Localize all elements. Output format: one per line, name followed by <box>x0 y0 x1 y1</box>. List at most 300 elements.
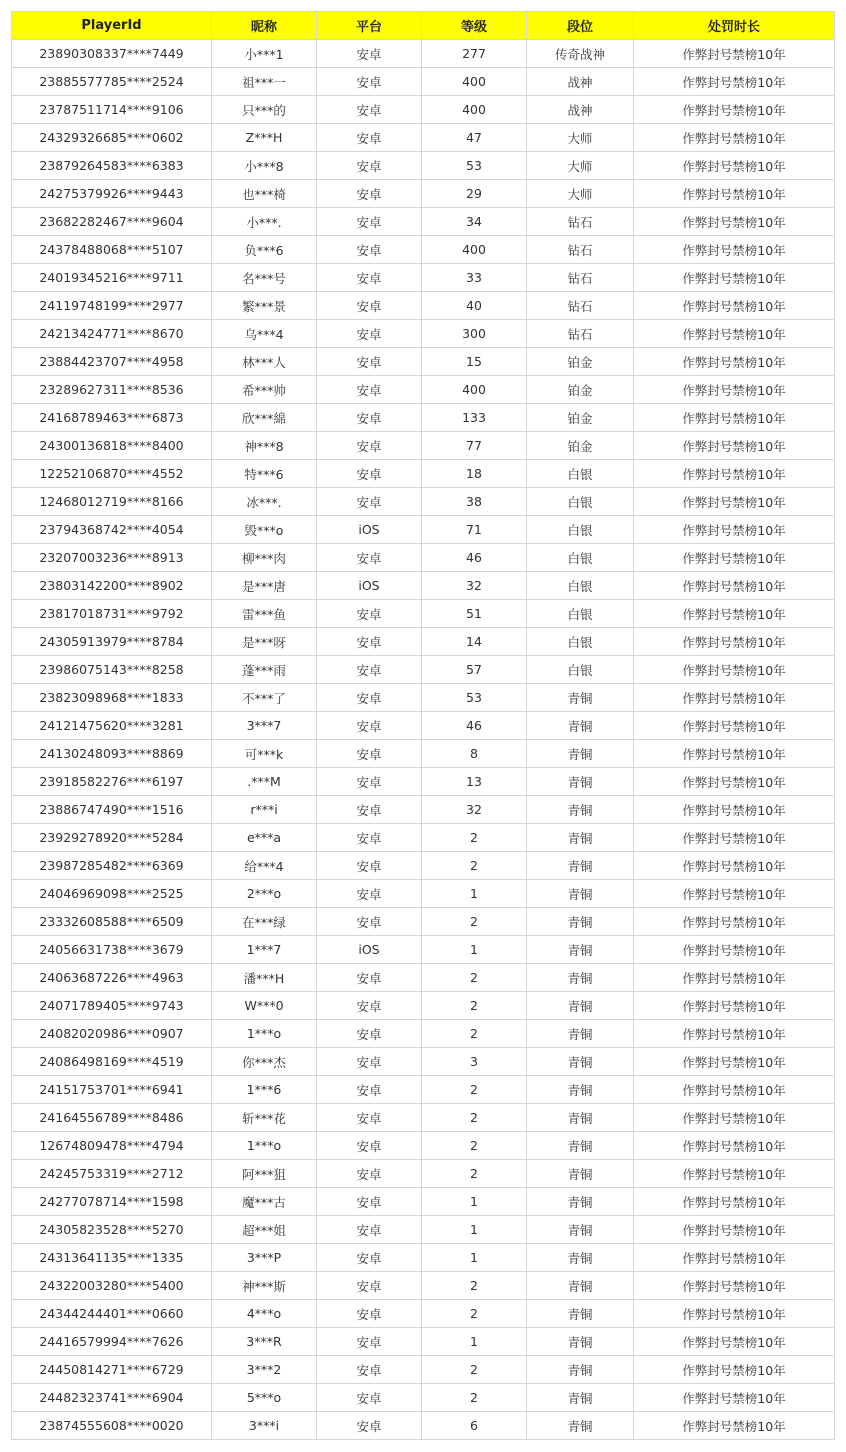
player-id-cell: 23987285482****6369 <box>12 852 212 880</box>
platform-cell: 安卓 <box>317 96 422 124</box>
table-row <box>12 628 835 656</box>
nickname-cell: 超***姐 <box>212 1216 317 1244</box>
player-id-cell: 23803142200****8902 <box>12 572 212 600</box>
penalty-cell: 作弊封号禁榜10年 <box>634 628 835 656</box>
table-row <box>12 1244 835 1272</box>
penalty-cell: 作弊封号禁榜10年 <box>634 768 835 796</box>
level-cell: 57 <box>422 656 527 684</box>
table-row <box>12 740 835 768</box>
penalty-cell: 作弊封号禁榜10年 <box>634 1328 835 1356</box>
penalty-cell: 作弊封号禁榜10年 <box>634 796 835 824</box>
player-id-cell: 24277078714****1598 <box>12 1188 212 1216</box>
penalty-cell: 作弊封号禁榜10年 <box>634 1272 835 1300</box>
nickname-cell: 给***4 <box>212 852 317 880</box>
level-cell: 46 <box>422 544 527 572</box>
nickname-cell: 4***o <box>212 1300 317 1328</box>
penalty-cell: 作弊封号禁榜10年 <box>634 544 835 572</box>
penalty-cell: 作弊封号禁榜10年 <box>634 68 835 96</box>
table-row <box>12 1048 835 1076</box>
nickname-cell: 也***椅 <box>212 180 317 208</box>
platform-cell: 安卓 <box>317 348 422 376</box>
nickname-cell: 你***杰 <box>212 1048 317 1076</box>
penalty-cell: 作弊封号禁榜10年 <box>634 740 835 768</box>
penalty-cell: 作弊封号禁榜10年 <box>634 1244 835 1272</box>
rank-cell: 铂金 <box>527 348 634 376</box>
table-row <box>12 1020 835 1048</box>
table-row <box>12 600 835 628</box>
penalty-cell: 作弊封号禁榜10年 <box>634 180 835 208</box>
table-row <box>12 880 835 908</box>
level-cell: 400 <box>422 376 527 404</box>
penalty-cell: 作弊封号禁榜10年 <box>634 572 835 600</box>
penalty-cell: 作弊封号禁榜10年 <box>634 292 835 320</box>
platform-cell: 安卓 <box>317 1104 422 1132</box>
level-cell: 53 <box>422 152 527 180</box>
penalty-cell: 作弊封号禁榜10年 <box>634 1076 835 1104</box>
platform-cell: iOS <box>317 936 422 964</box>
penalty-cell: 作弊封号禁榜10年 <box>634 1104 835 1132</box>
player-id-cell: 24121475620****3281 <box>12 712 212 740</box>
table-row <box>12 1160 835 1188</box>
player-id-cell: 23794368742****4054 <box>12 516 212 544</box>
player-id-cell: 24063687226****4963 <box>12 964 212 992</box>
level-cell: 6 <box>422 1412 527 1440</box>
platform-cell: 安卓 <box>317 1188 422 1216</box>
platform-cell: 安卓 <box>317 684 422 712</box>
table-row <box>12 1272 835 1300</box>
nickname-cell: 3***i <box>212 1412 317 1440</box>
penalty-cell: 作弊封号禁榜10年 <box>634 1020 835 1048</box>
platform-cell: 安卓 <box>317 1216 422 1244</box>
platform-cell: 安卓 <box>317 740 422 768</box>
level-cell: 2 <box>422 824 527 852</box>
nickname-cell: 神***斯 <box>212 1272 317 1300</box>
table-row <box>12 208 835 236</box>
nickname-cell: 3***R <box>212 1328 317 1356</box>
platform-cell: 安卓 <box>317 544 422 572</box>
player-id-cell: 23879264583****6383 <box>12 152 212 180</box>
nickname-cell: 3***7 <box>212 712 317 740</box>
level-cell: 47 <box>422 124 527 152</box>
ban-list-table <box>11 11 835 1440</box>
table-row <box>12 68 835 96</box>
rank-cell: 青铜 <box>527 1412 634 1440</box>
penalty-cell: 作弊封号禁榜10年 <box>634 152 835 180</box>
nickname-cell: 希***帅 <box>212 376 317 404</box>
nickname-cell: 小***. <box>212 208 317 236</box>
nickname-cell: 是***唐 <box>212 572 317 600</box>
player-id-cell: 24344244401****0660 <box>12 1300 212 1328</box>
platform-cell: 安卓 <box>317 264 422 292</box>
level-cell: 33 <box>422 264 527 292</box>
level-cell: 2 <box>422 992 527 1020</box>
player-id-cell: 24151753701****6941 <box>12 1076 212 1104</box>
player-id-cell: 23918582276****6197 <box>12 768 212 796</box>
player-id-cell: 24322003280****5400 <box>12 1272 212 1300</box>
table-row <box>12 152 835 180</box>
column-header-nickname: 昵称 <box>212 12 317 40</box>
nickname-cell: 柳***肉 <box>212 544 317 572</box>
table-row <box>12 712 835 740</box>
level-cell: 300 <box>422 320 527 348</box>
nickname-cell: 潘***H <box>212 964 317 992</box>
player-id-cell: 23929278920****5284 <box>12 824 212 852</box>
player-id-cell: 23682282467****9604 <box>12 208 212 236</box>
level-cell: 38 <box>422 488 527 516</box>
level-cell: 2 <box>422 1384 527 1412</box>
platform-cell: 安卓 <box>317 432 422 460</box>
rank-cell: 青铜 <box>527 1076 634 1104</box>
column-header-penalty: 处罚时长 <box>634 12 835 40</box>
rank-cell: 白银 <box>527 516 634 544</box>
nickname-cell: 名***号 <box>212 264 317 292</box>
rank-cell: 传奇战神 <box>527 40 634 68</box>
table-row <box>12 404 835 432</box>
player-id-cell: 24019345216****9711 <box>12 264 212 292</box>
player-id-cell: 24313641135****1335 <box>12 1244 212 1272</box>
rank-cell: 青铜 <box>527 712 634 740</box>
table-row <box>12 544 835 572</box>
level-cell: 53 <box>422 684 527 712</box>
table-row <box>12 1356 835 1384</box>
player-id-cell: 24071789405****9743 <box>12 992 212 1020</box>
level-cell: 2 <box>422 964 527 992</box>
penalty-cell: 作弊封号禁榜10年 <box>634 1188 835 1216</box>
player-id-cell: 24213424771****8670 <box>12 320 212 348</box>
nickname-cell: 冰***. <box>212 488 317 516</box>
level-cell: 1 <box>422 1328 527 1356</box>
table-row <box>12 348 835 376</box>
table-row <box>12 1300 835 1328</box>
player-id-cell: 23817018731****9792 <box>12 600 212 628</box>
platform-cell: 安卓 <box>317 460 422 488</box>
table-row <box>12 488 835 516</box>
player-id-cell: 24086498169****4519 <box>12 1048 212 1076</box>
table-row <box>12 656 835 684</box>
table-row <box>12 684 835 712</box>
level-cell: 2 <box>422 1272 527 1300</box>
player-id-cell: 24450814271****6729 <box>12 1356 212 1384</box>
platform-cell: 安卓 <box>317 376 422 404</box>
platform-cell: 安卓 <box>317 1132 422 1160</box>
penalty-cell: 作弊封号禁榜10年 <box>634 264 835 292</box>
rank-cell: 青铜 <box>527 684 634 712</box>
penalty-cell: 作弊封号禁榜10年 <box>634 124 835 152</box>
nickname-cell: 林***人 <box>212 348 317 376</box>
penalty-cell: 作弊封号禁榜10年 <box>634 208 835 236</box>
level-cell: 71 <box>422 516 527 544</box>
player-id-cell: 24300136818****8400 <box>12 432 212 460</box>
player-id-cell: 12468012719****8166 <box>12 488 212 516</box>
table-row <box>12 992 835 1020</box>
rank-cell: 青铜 <box>527 1020 634 1048</box>
table-row <box>12 964 835 992</box>
player-id-cell: 23289627311****8536 <box>12 376 212 404</box>
level-cell: 2 <box>422 1160 527 1188</box>
rank-cell: 青铜 <box>527 768 634 796</box>
penalty-cell: 作弊封号禁榜10年 <box>634 376 835 404</box>
penalty-cell: 作弊封号禁榜10年 <box>634 236 835 264</box>
penalty-cell: 作弊封号禁榜10年 <box>634 936 835 964</box>
nickname-cell: 祖***一 <box>212 68 317 96</box>
table-row <box>12 768 835 796</box>
table-row <box>12 1328 835 1356</box>
penalty-cell: 作弊封号禁榜10年 <box>634 40 835 68</box>
player-id-cell: 24275379926****9443 <box>12 180 212 208</box>
rank-cell: 青铜 <box>527 852 634 880</box>
player-id-cell: 23886747490****1516 <box>12 796 212 824</box>
platform-cell: 安卓 <box>317 292 422 320</box>
penalty-cell: 作弊封号禁榜10年 <box>634 1048 835 1076</box>
level-cell: 400 <box>422 236 527 264</box>
rank-cell: 青铜 <box>527 908 634 936</box>
rank-cell: 青铜 <box>527 936 634 964</box>
player-id-cell: 24056631738****3679 <box>12 936 212 964</box>
penalty-cell: 作弊封号禁榜10年 <box>634 1160 835 1188</box>
rank-cell: 白银 <box>527 544 634 572</box>
penalty-cell: 作弊封号禁榜10年 <box>634 656 835 684</box>
table-row <box>12 320 835 348</box>
level-cell: 46 <box>422 712 527 740</box>
level-cell: 277 <box>422 40 527 68</box>
nickname-cell: 毁***o <box>212 516 317 544</box>
penalty-cell: 作弊封号禁榜10年 <box>634 824 835 852</box>
penalty-cell: 作弊封号禁榜10年 <box>634 96 835 124</box>
rank-cell: 青铜 <box>527 1048 634 1076</box>
penalty-cell: 作弊封号禁榜10年 <box>634 684 835 712</box>
platform-cell: iOS <box>317 516 422 544</box>
table-row <box>12 1132 835 1160</box>
rank-cell: 青铜 <box>527 824 634 852</box>
table-body <box>12 40 835 1440</box>
penalty-cell: 作弊封号禁榜10年 <box>634 404 835 432</box>
platform-cell: 安卓 <box>317 1328 422 1356</box>
table-row <box>12 796 835 824</box>
level-cell: 32 <box>422 796 527 824</box>
platform-cell: 安卓 <box>317 656 422 684</box>
table-row <box>12 124 835 152</box>
player-id-cell: 24329326685****0602 <box>12 124 212 152</box>
level-cell: 2 <box>422 1076 527 1104</box>
nickname-cell: 3***2 <box>212 1356 317 1384</box>
nickname-cell: 雷***鱼 <box>212 600 317 628</box>
rank-cell: 战神 <box>527 96 634 124</box>
platform-cell: 安卓 <box>317 320 422 348</box>
platform-cell: 安卓 <box>317 68 422 96</box>
table-row <box>12 292 835 320</box>
platform-cell: 安卓 <box>317 1076 422 1104</box>
penalty-cell: 作弊封号禁榜10年 <box>634 600 835 628</box>
level-cell: 3 <box>422 1048 527 1076</box>
table-row <box>12 1104 835 1132</box>
player-id-cell: 24119748199****2977 <box>12 292 212 320</box>
column-header-player-id: PlayerId <box>12 12 212 40</box>
penalty-cell: 作弊封号禁榜10年 <box>634 348 835 376</box>
nickname-cell: 可***k <box>212 740 317 768</box>
platform-cell: 安卓 <box>317 1160 422 1188</box>
rank-cell: 青铜 <box>527 992 634 1020</box>
platform-cell: 安卓 <box>317 1244 422 1272</box>
penalty-cell: 作弊封号禁榜10年 <box>634 908 835 936</box>
nickname-cell: 小***1 <box>212 40 317 68</box>
player-id-cell: 23207003236****8913 <box>12 544 212 572</box>
level-cell: 2 <box>422 1104 527 1132</box>
table-row <box>12 516 835 544</box>
player-id-cell: 23823098968****1833 <box>12 684 212 712</box>
penalty-cell: 作弊封号禁榜10年 <box>634 320 835 348</box>
rank-cell: 青铜 <box>527 1132 634 1160</box>
rank-cell: 青铜 <box>527 1272 634 1300</box>
rank-cell: 钻石 <box>527 320 634 348</box>
level-cell: 13 <box>422 768 527 796</box>
rank-cell: 战神 <box>527 68 634 96</box>
platform-cell: 安卓 <box>317 908 422 936</box>
nickname-cell: 1***o <box>212 1132 317 1160</box>
level-cell: 2 <box>422 1356 527 1384</box>
rank-cell: 青铜 <box>527 1328 634 1356</box>
rank-cell: 青铜 <box>527 1244 634 1272</box>
rank-cell: 钻石 <box>527 236 634 264</box>
rank-cell: 青铜 <box>527 880 634 908</box>
penalty-cell: 作弊封号禁榜10年 <box>634 852 835 880</box>
player-id-cell: 23884423707****4958 <box>12 348 212 376</box>
player-id-cell: 12252106870****4552 <box>12 460 212 488</box>
penalty-cell: 作弊封号禁榜10年 <box>634 1384 835 1412</box>
level-cell: 1 <box>422 1216 527 1244</box>
header-row <box>12 12 835 40</box>
rank-cell: 白银 <box>527 628 634 656</box>
rank-cell: 白银 <box>527 488 634 516</box>
rank-cell: 铂金 <box>527 432 634 460</box>
platform-cell: 安卓 <box>317 600 422 628</box>
player-id-cell: 24245753319****2712 <box>12 1160 212 1188</box>
nickname-cell: 蓬***雨 <box>212 656 317 684</box>
column-header-rank: 段位 <box>527 12 634 40</box>
rank-cell: 铂金 <box>527 404 634 432</box>
nickname-cell: 欣***綿 <box>212 404 317 432</box>
level-cell: 77 <box>422 432 527 460</box>
rank-cell: 大师 <box>527 124 634 152</box>
player-id-cell: 24082020986****0907 <box>12 1020 212 1048</box>
level-cell: 8 <box>422 740 527 768</box>
platform-cell: 安卓 <box>317 208 422 236</box>
nickname-cell: 1***6 <box>212 1076 317 1104</box>
platform-cell: iOS <box>317 572 422 600</box>
penalty-cell: 作弊封号禁榜10年 <box>634 1216 835 1244</box>
column-header-platform: 平台 <box>317 12 422 40</box>
player-id-cell: 24305913979****8784 <box>12 628 212 656</box>
player-id-cell: 23890308337****7449 <box>12 40 212 68</box>
table-row <box>12 852 835 880</box>
platform-cell: 安卓 <box>317 1356 422 1384</box>
rank-cell: 青铜 <box>527 1356 634 1384</box>
platform-cell: 安卓 <box>317 1412 422 1440</box>
rank-cell: 铂金 <box>527 376 634 404</box>
player-id-cell: 24164556789****8486 <box>12 1104 212 1132</box>
nickname-cell: W***0 <box>212 992 317 1020</box>
platform-cell: 安卓 <box>317 992 422 1020</box>
player-id-cell: 24378488068****5107 <box>12 236 212 264</box>
level-cell: 29 <box>422 180 527 208</box>
nickname-cell: r***i <box>212 796 317 824</box>
player-id-cell: 24168789463****6873 <box>12 404 212 432</box>
platform-cell: 安卓 <box>317 768 422 796</box>
table-row <box>12 40 835 68</box>
platform-cell: 安卓 <box>317 488 422 516</box>
table-row <box>12 824 835 852</box>
penalty-cell: 作弊封号禁榜10年 <box>634 488 835 516</box>
table-row <box>12 460 835 488</box>
level-cell: 1 <box>422 880 527 908</box>
table-header <box>12 12 835 40</box>
level-cell: 2 <box>422 852 527 880</box>
rank-cell: 青铜 <box>527 1300 634 1328</box>
level-cell: 34 <box>422 208 527 236</box>
level-cell: 14 <box>422 628 527 656</box>
penalty-cell: 作弊封号禁榜10年 <box>634 460 835 488</box>
table-row <box>12 1076 835 1104</box>
rank-cell: 青铜 <box>527 964 634 992</box>
level-cell: 133 <box>422 404 527 432</box>
level-cell: 400 <box>422 68 527 96</box>
nickname-cell: e***a <box>212 824 317 852</box>
rank-cell: 青铜 <box>527 740 634 768</box>
penalty-cell: 作弊封号禁榜10年 <box>634 964 835 992</box>
rank-cell: 青铜 <box>527 1160 634 1188</box>
penalty-cell: 作弊封号禁榜10年 <box>634 712 835 740</box>
rank-cell: 钻石 <box>527 264 634 292</box>
nickname-cell: 神***8 <box>212 432 317 460</box>
level-cell: 2 <box>422 1020 527 1048</box>
penalty-cell: 作弊封号禁榜10年 <box>634 1300 835 1328</box>
nickname-cell: 是***呀 <box>212 628 317 656</box>
table-row <box>12 432 835 460</box>
nickname-cell: 不***了 <box>212 684 317 712</box>
platform-cell: 安卓 <box>317 180 422 208</box>
table-row <box>12 1216 835 1244</box>
platform-cell: 安卓 <box>317 1020 422 1048</box>
nickname-cell: 小***8 <box>212 152 317 180</box>
table-row <box>12 376 835 404</box>
platform-cell: 安卓 <box>317 404 422 432</box>
penalty-cell: 作弊封号禁榜10年 <box>634 432 835 460</box>
table-row <box>12 264 835 292</box>
nickname-cell: .***M <box>212 768 317 796</box>
table-row <box>12 1412 835 1440</box>
player-id-cell: 24046969098****2525 <box>12 880 212 908</box>
level-cell: 2 <box>422 1132 527 1160</box>
platform-cell: 安卓 <box>317 796 422 824</box>
player-id-cell: 23332608588****6509 <box>12 908 212 936</box>
level-cell: 2 <box>422 908 527 936</box>
nickname-cell: 3***P <box>212 1244 317 1272</box>
platform-cell: 安卓 <box>317 152 422 180</box>
rank-cell: 青铜 <box>527 1188 634 1216</box>
player-id-cell: 24130248093****8869 <box>12 740 212 768</box>
rank-cell: 大师 <box>527 152 634 180</box>
level-cell: 32 <box>422 572 527 600</box>
player-id-cell: 23874555608****0020 <box>12 1412 212 1440</box>
nickname-cell: 5***o <box>212 1384 317 1412</box>
table-row <box>12 936 835 964</box>
platform-cell: 安卓 <box>317 1300 422 1328</box>
platform-cell: 安卓 <box>317 40 422 68</box>
nickname-cell: 在***绿 <box>212 908 317 936</box>
penalty-cell: 作弊封号禁榜10年 <box>634 516 835 544</box>
rank-cell: 大师 <box>527 180 634 208</box>
platform-cell: 安卓 <box>317 124 422 152</box>
nickname-cell: 特***6 <box>212 460 317 488</box>
